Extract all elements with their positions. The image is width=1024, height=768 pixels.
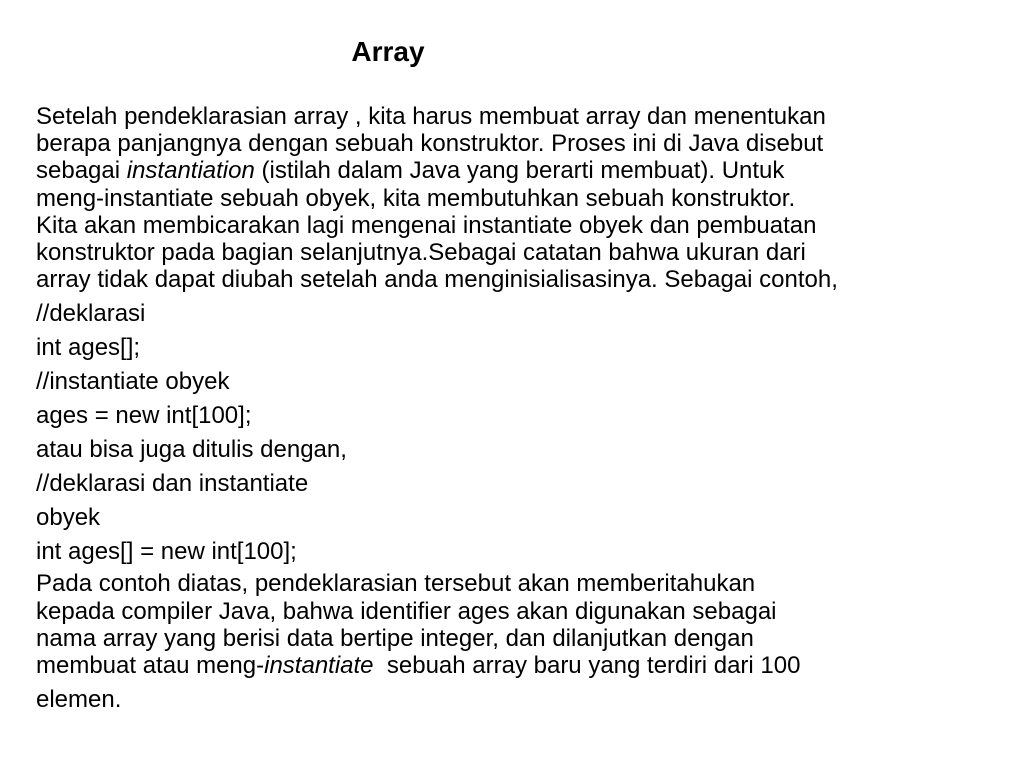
intro-line: Setelah pendeklarasian array , kita harus membuat array dan menentukan bbox=[36, 103, 826, 130]
intro-line: berapa panjangnya dengan sebuah konstruktor. Proses ini di Java disebut bbox=[36, 130, 824, 158]
intro-line: meng-instantiate sebuah obyek, kita membutuhkan sebuah konstruktor. bbox=[36, 184, 796, 212]
code-line: //deklarasi bbox=[36, 300, 146, 328]
intro-line: array tidak dapat diubah setelah anda menginisialisasinya. Sebagai contoh, bbox=[36, 266, 838, 294]
code-line: int ages[] = new int[100]; bbox=[36, 538, 297, 566]
intro-line: konstruktor pada bagian selanjutnya.Sebagai catatan bahwa ukuran dari bbox=[36, 239, 806, 267]
code-line: obyek bbox=[36, 504, 101, 532]
outro-line-suffix: sebuah array baru yang terdiri dari 100 bbox=[373, 652, 801, 680]
intro-paragraph bbox=[36, 103, 1011, 293]
outro-last-line: elemen. bbox=[36, 686, 122, 714]
outro-paragraph bbox=[36, 570, 1011, 713]
intro-line-prefix: sebagai bbox=[36, 157, 127, 185]
intro-italic-term: instantiation bbox=[126, 157, 255, 185]
code-line: //deklarasi dan instantiate bbox=[36, 470, 309, 498]
outro-line: kepada compiler Java, bahwa identifier ages akan digunakan sebagai bbox=[36, 597, 777, 625]
outro-line: nama array yang berisi data bertipe integer, dan dilanjutkan dengan bbox=[36, 624, 754, 652]
outro-line: Pada contoh diatas, pendeklarasian tersebut akan memberitahukan bbox=[36, 570, 756, 598]
code-line: //instantiate obyek bbox=[36, 368, 230, 396]
code-line: atau bisa juga ditulis dengan, bbox=[36, 436, 347, 464]
code-line: ages = new int[100]; bbox=[36, 402, 252, 430]
intro-line: Kita akan membicarakan lagi mengenai instantiate obyek dan pembuatan bbox=[36, 211, 817, 239]
code-line: int ages[]; bbox=[36, 334, 141, 362]
slide-title: Array bbox=[351, 36, 425, 67]
intro-line-suffix: (istilah dalam Java yang berarti membuat). Untuk bbox=[254, 157, 785, 185]
slide-body bbox=[36, 103, 1011, 713]
outro-line-prefix: membuat atau meng- bbox=[36, 652, 265, 680]
outro-italic-term: instantiate bbox=[264, 652, 374, 680]
